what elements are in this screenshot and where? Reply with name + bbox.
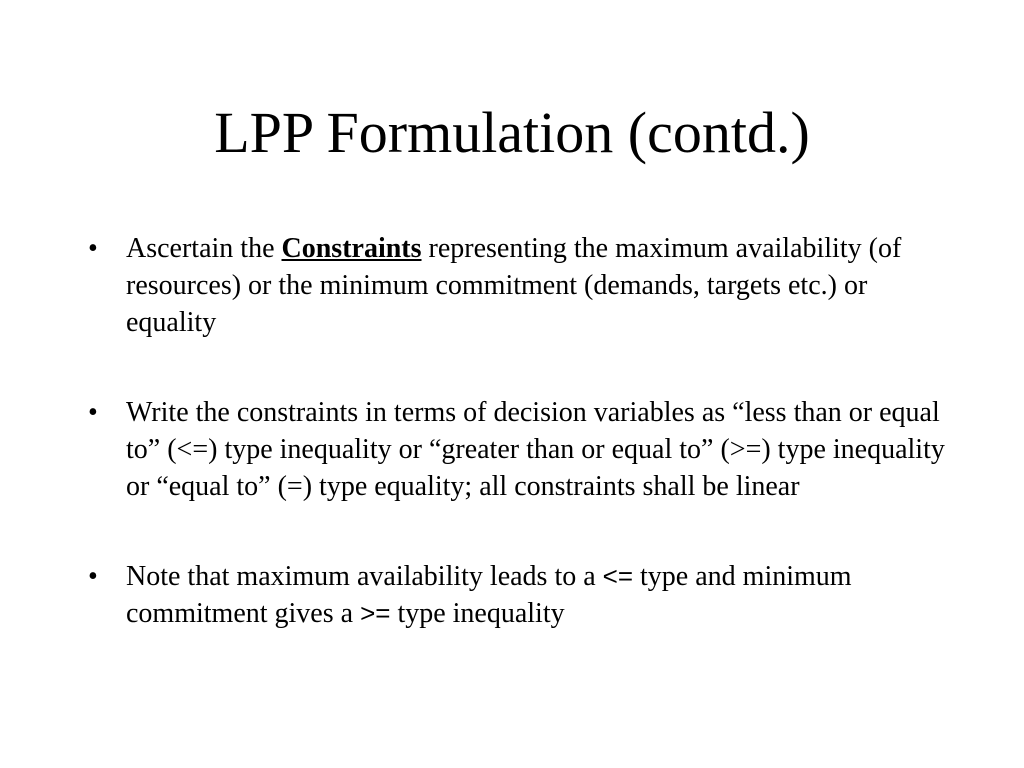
greater-equal-operator: >=: [360, 598, 391, 628]
bullet-text: Write the constraints in terms of decision variables as “less than or equal to” (<=) type inequality or “greater than or equal to” (>=) type inequality or “equal to” (=) type equality; all constraints shall be linear: [126, 397, 945, 502]
bullet-icon: •: [88, 561, 98, 592]
bullet-text-start: Ascertain the: [126, 233, 282, 264]
slide-title: LPP Formulation (contd.): [214, 100, 810, 165]
bullet-item-constraints: [88, 230, 958, 341]
less-equal-operator: <=: [602, 561, 634, 591]
bullet-icon: •: [88, 233, 98, 264]
bullet-list: [88, 230, 958, 632]
constraints-keyword: Constraints: [281, 233, 422, 264]
bullet-text-part3: type inequality: [390, 598, 565, 629]
bullet-item-note: [88, 558, 958, 632]
bullet-text-part2: type and minimum commitment gives a: [126, 561, 852, 629]
bullet-item-write-constraints: [88, 394, 958, 505]
bullet-icon: •: [88, 397, 98, 428]
bullet-text-end: representing the maximum availability (of resources) or the minimum commitment (demands, targets etc.) or equality: [126, 233, 902, 338]
bullet-text-part1: Note that maximum availability leads to a: [126, 561, 603, 592]
